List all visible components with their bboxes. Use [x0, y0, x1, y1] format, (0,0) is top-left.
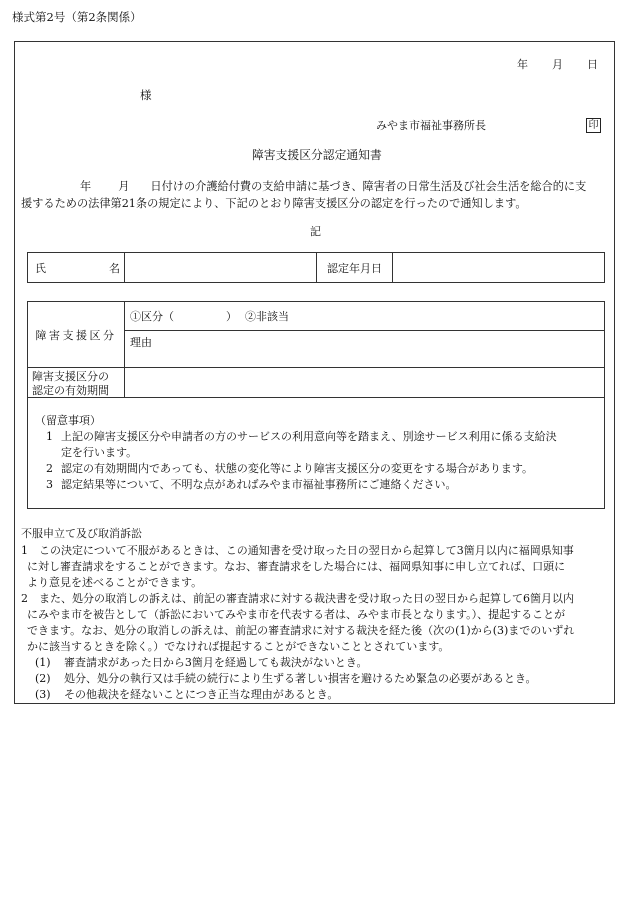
body-month-label: 月 [118, 180, 130, 193]
notes-title: （留意事項） [35, 414, 101, 427]
option-1-suffix: ） [226, 310, 237, 323]
appeal-1-num: 1 [21, 544, 28, 557]
seal-mark: 印 [586, 118, 601, 133]
reason-cell[interactable] [125, 331, 605, 368]
appeal-1-line-2: に対し審査請求をすることができます。なお、審査請求をした場合には、福岡県知事に申し立てれば、口頭に [27, 560, 566, 573]
validity-label-2: 認定の有効期間 [32, 384, 109, 397]
body-line-1-text: 日付けの介護給付費の支給申請に基づき、障害者の日常生活及び社会生活を総合的に支 [150, 180, 587, 193]
appeal-sub-1-text: 審査請求があった日から3箇月を経過しても裁決がないとき。 [64, 656, 368, 669]
notice-frame [14, 41, 615, 704]
certification-date-label: 認定年月日 [327, 261, 382, 275]
appeal-2-line-4: かに該当するときを除く。）でなければ提起することができないこととされています。 [27, 640, 450, 653]
name-label-1: 氏 [35, 262, 46, 275]
note-2-num: 2 [46, 462, 53, 475]
validity-label-cell [28, 368, 125, 398]
note-1-text: 上記の障害支援区分や申請者の方のサービスの利用意向等を踏まえ、別途サービス利用に係る支給決 [61, 430, 557, 443]
appeal-1-line-1: この決定について不服があるときは、この通知書を受け取った日の翌日から起算して3箇月以内に福岡県知事 [39, 544, 574, 557]
name-label-2: 名 [109, 262, 120, 275]
appeal-2-line-1: また、処分の取消しの訴えは、前記の審査請求に対する裁決書を受け取った日の翌日から起算して6箇月以内 [39, 592, 574, 605]
form-number: 様式第2号（第2条関係） [12, 10, 142, 24]
document-title: 障害支援区分認定通知書 [252, 148, 382, 162]
appeal-sub-2-num: (2) [35, 672, 51, 685]
validity-value-cell[interactable] [125, 368, 605, 398]
appeal-sub-3-num: (3) [35, 688, 51, 701]
notes-cell [28, 398, 605, 509]
option-1-prefix: ①区分（ [130, 310, 174, 323]
note-2-text: 認定の有効期間内であっても、状態の変化等により障害支援区分の変更をする場合があります。 [61, 462, 534, 475]
appeal-sub-3-text: その他裁決を経ないことにつき正当な理由があるとき。 [64, 688, 339, 701]
date-day-label: 日 [587, 58, 598, 71]
appeal-sub-1-num: (1) [35, 656, 51, 669]
appeal-1-line-3: より意見を述べることができます。 [27, 576, 203, 589]
validity-label-1: 障害支援区分の [32, 370, 109, 383]
support-category-table [27, 301, 605, 509]
category-label-cell [28, 302, 125, 368]
addressee-suffix: 様 [140, 88, 152, 102]
date-label-cell [317, 253, 393, 283]
body-year-label: 年 [80, 180, 92, 193]
date-value-cell[interactable] [393, 253, 605, 283]
reason-label: 理由 [130, 336, 152, 349]
date-year-label: 年 [517, 58, 528, 71]
category-label: 障害支援区分 [35, 328, 117, 342]
body-line-1 [21, 178, 586, 195]
appeal-2-num: 2 [21, 592, 28, 605]
ki-label: 記 [310, 225, 321, 238]
appeal-heading: 不服申立て及び取消訴訟 [21, 527, 142, 540]
appeal-2-line-3: できます。なお、処分の取消しの訴えは、前記の審査請求に対する裁決を経た後（次の(1)から(3)までのいずれ [27, 624, 575, 637]
appeal-sub-2-text: 処分、処分の執行又は手続の続行により生ずる著しい損害を避けるため緊急の必要があるとき。 [64, 672, 537, 685]
name-date-table [27, 252, 605, 283]
appeal-2-line-2: にみやま市を被告として（訴訟においてみやま市を代表する者は、みやま市長となります。）、提起することが [27, 608, 566, 621]
note-3-text: 認定結果等について、不明な点があればみやま市福祉事務所にご連絡ください。 [61, 478, 457, 491]
note-1-num: 1 [46, 430, 53, 443]
category-options-cell[interactable] [125, 302, 605, 331]
note-3-num: 3 [46, 478, 53, 491]
option-2-non-applicable: ②非該当 [245, 310, 289, 323]
name-value-cell[interactable] [125, 253, 317, 283]
name-label-cell [28, 253, 125, 283]
body-line-2: 援するための法律第21条の規定により、下記のとおり障害支援区分の認定を行ったので通知します。 [21, 197, 527, 210]
date-month-label: 月 [552, 58, 563, 71]
issuer-name: みやま市福祉事務所長 [376, 119, 486, 132]
note-1-cont: 定を行います。 [61, 446, 138, 459]
